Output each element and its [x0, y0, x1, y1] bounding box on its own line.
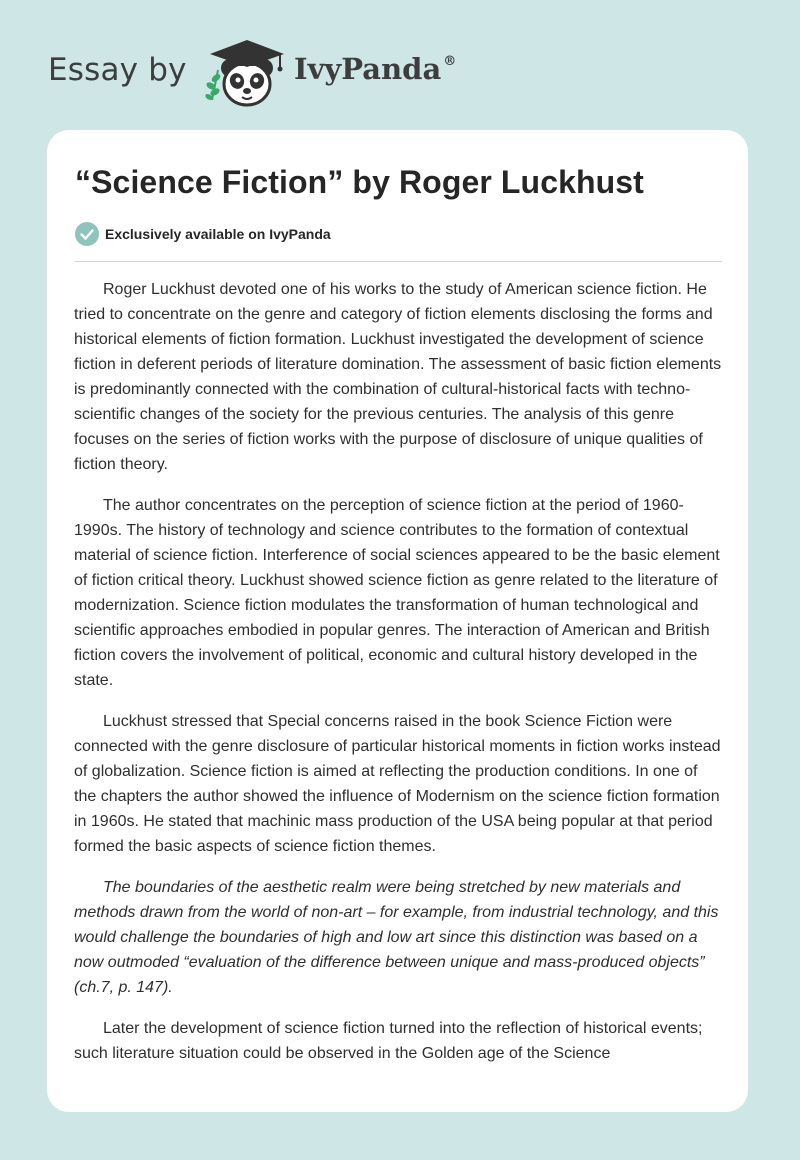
- paragraph: The author concentrates on the perception of science fiction at the period of 1960-1990s. The history of technology and science contributes to the formation of contextual material of science fiction. Interference of social sciences appeared to be the basic element of fiction critical theory. Luckhust showed science fiction as genre related to the literature of modernization. Science fiction modulates the transformation of human technological and scientific approaches embodied in popular genres. The interaction of American and British fiction covers the involvement of political, economic and cultural history developed in the state.: [74, 497, 720, 689]
- brand-prefix: Essay by: [48, 52, 187, 88]
- brand-name: IvyPanda ®: [294, 52, 457, 86]
- exclusive-label: Exclusively available on IvyPanda: [105, 226, 331, 242]
- panda-graduate-icon: [202, 34, 292, 110]
- page-title: “Science Fiction” by Roger Luckhust: [75, 164, 644, 200]
- paragraph: Later the development of science fiction turned into the reflection of historical events; such literature situation could be observed in the Golden age of the Science: [74, 1020, 703, 1062]
- essay-card: [47, 130, 748, 1112]
- block-quote: The boundaries of the aesthetic realm were being stretched by new materials and methods drawn from the world of non-art – for example, from industrial technology, and this would challenge the boundaries of high and low art since this distinction was based on a now outmoded “evaluation of the difference between unique and mass-produced objects” (ch.7, p. 147).: [74, 879, 719, 996]
- check-circle-icon: [75, 222, 99, 246]
- paragraph: Luckhust stressed that Special concerns raised in the book Science Fiction were connected with the genre disclosure of particular historical moments in fiction works instead of globalization. Science fiction is aimed at reflecting the production conditions. In one of the chapters the author showed the influence of Modernism on the science fiction formation in 1960s. He stated that machinic mass production of the USA being popular at that period formed the basic aspects of science fiction themes.: [74, 713, 721, 855]
- paragraph: Roger Luckhust devoted one of his works to the study of American science fiction. He tried to concentrate on the genre and category of fiction elements disclosing the forms and historical elements of fiction formation. Luckhust investigated the development of science fiction in deferent periods of literature domination. The assessment of basic fiction elements is predominantly connected with the combination of cultural-historical facts with techno-scientific changes of the society for the previous centuries. The analysis of this genre focuses on the series of fiction works with the purpose of disclosure of unique qualities of fiction theory.: [74, 281, 722, 473]
- essay-body: [74, 277, 724, 1082]
- divider: [74, 261, 722, 262]
- registered-mark: ®: [443, 54, 457, 69]
- exclusive-badge: [75, 222, 331, 246]
- brand-header[interactable]: [48, 30, 508, 110]
